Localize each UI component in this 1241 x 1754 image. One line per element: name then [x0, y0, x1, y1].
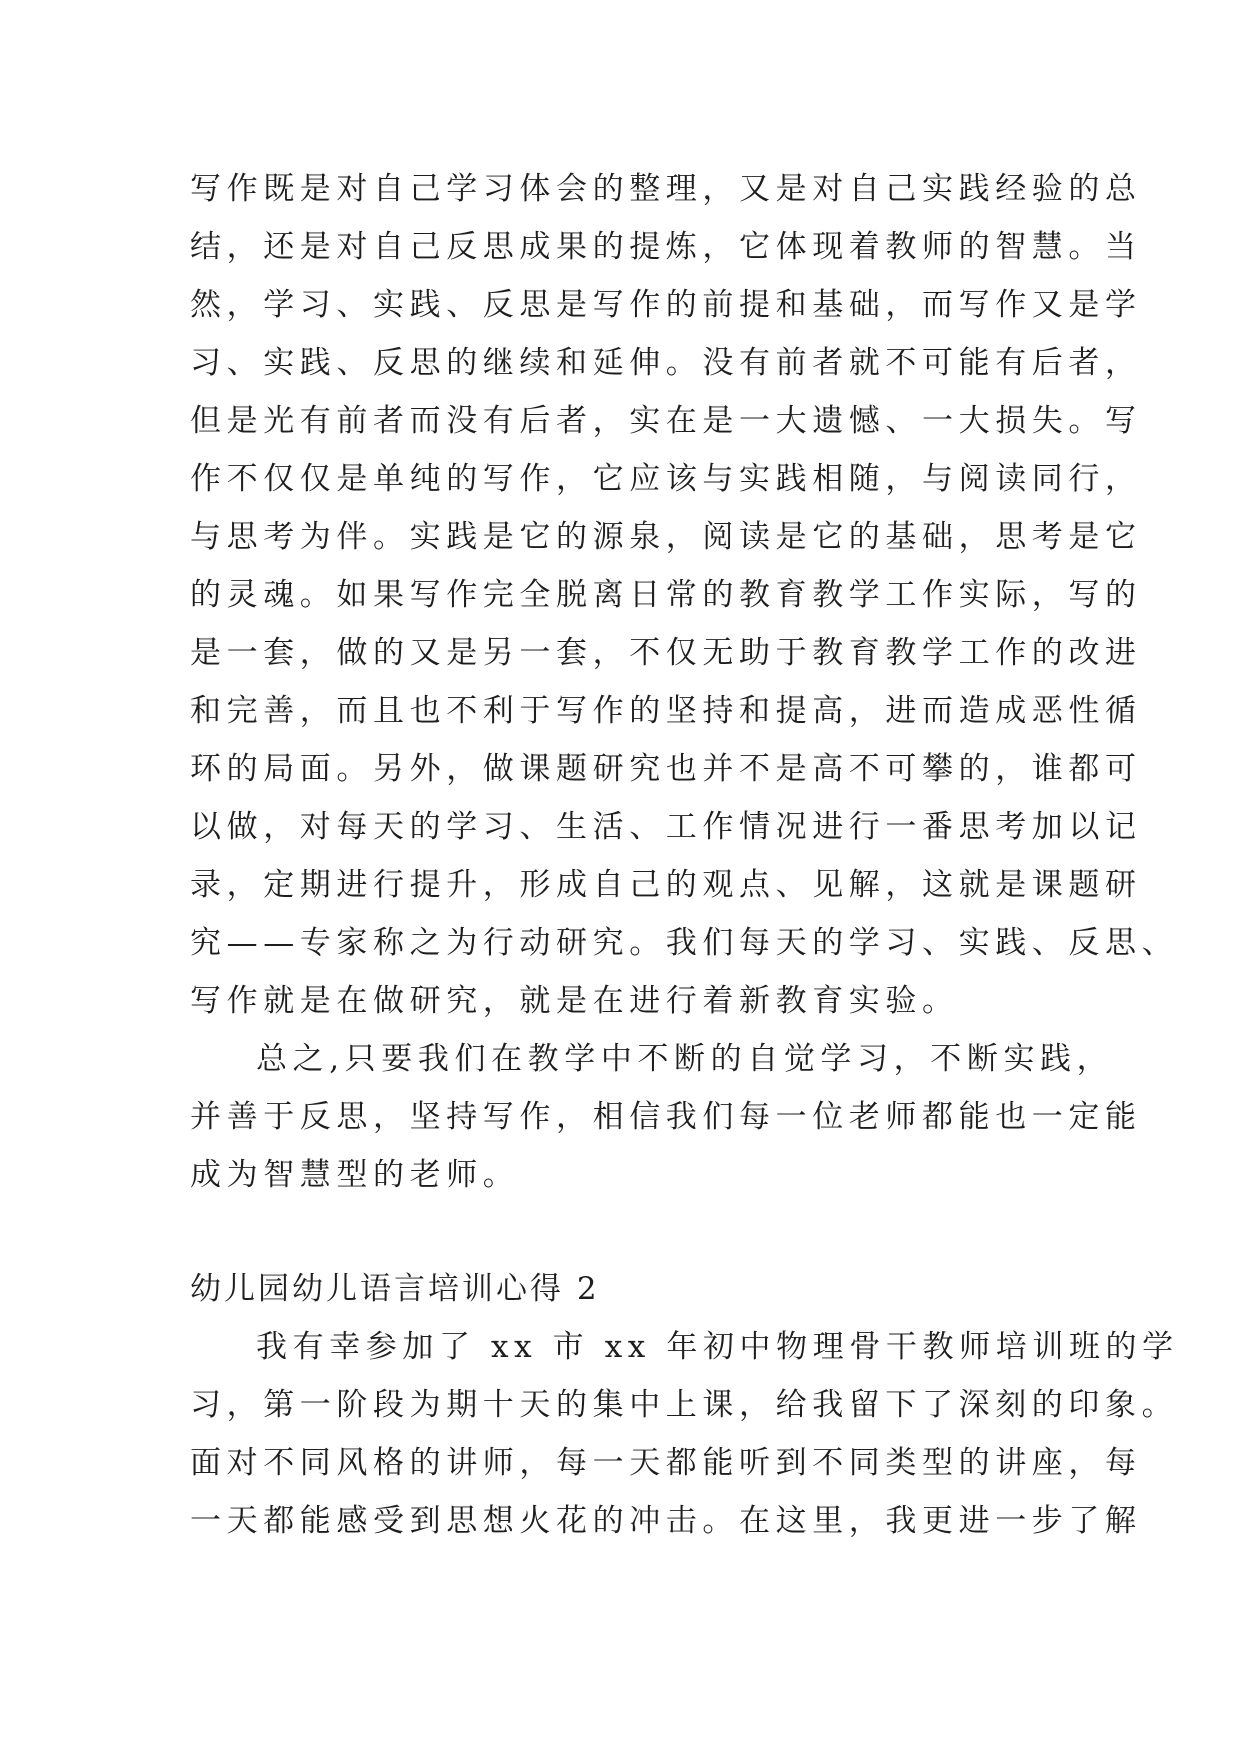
- paragraph-line: 然，学习、实践、反思是写作的前提和基础，而写作又是学: [190, 287, 1142, 323]
- paragraph-line: 的灵魂。如果写作完全脱离日常的教育教学工作实际，写的: [190, 577, 1142, 613]
- paragraph-line: 环的局面。另外，做课题研究也并不是高不可攀的，谁都可: [190, 751, 1142, 787]
- paragraph-line: 并善于反思，坚持写作，相信我们每一位老师都能也一定能: [190, 1099, 1142, 1135]
- paragraph-line: 习、实践、反思的继续和延伸。没有前者就不可能有后者，: [190, 345, 1142, 381]
- paragraph-line: 总之,只要我们在教学中不断的自觉学习，不断实践，: [256, 1041, 1114, 1077]
- paragraph-line: 成为智慧型的老师。: [190, 1157, 520, 1193]
- paragraph-line: 面对不同风格的讲师，每一天都能听到不同类型的讲座，每: [190, 1445, 1142, 1481]
- paragraph-line: 一天都能感受到思想火花的冲击。在这里，我更进一步了解: [190, 1503, 1142, 1539]
- paragraph-line: 结，还是对自己反思成果的提炼，它体现着教师的智慧。当: [190, 229, 1142, 265]
- paragraph-line: 但是光有前者而没有后者，实在是一大遗憾、一大损失。写: [190, 403, 1142, 439]
- section-heading: 幼儿园幼儿语言培训心得 2: [190, 1271, 600, 1307]
- paragraph-line: 写作既是对自己学习体会的整理，又是对自己实践经验的总: [190, 171, 1142, 207]
- paragraph-line: 究——专家称之为行动研究。我们每天的学习、实践、反思、: [190, 925, 1179, 961]
- paragraph-line: 以做，对每天的学习、生活、工作情况进行一番思考加以记: [190, 809, 1142, 845]
- paragraph-line: 作不仅仅是单纯的写作，它应该与实践相随，与阅读同行，: [190, 461, 1142, 497]
- paragraph-line: 和完善，而且也不利于写作的坚持和提高，进而造成恶性循: [190, 693, 1142, 729]
- paragraph-line: 是一套，做的又是另一套，不仅无助于教育教学工作的改进: [190, 635, 1142, 671]
- paragraph-line: 写作就是在做研究，就是在进行着新教育实验。: [190, 983, 959, 1019]
- paragraph-line: 习，第一阶段为期十天的集中上课，给我留下了深刻的印象。: [190, 1387, 1179, 1423]
- paragraph-line: 我有幸参加了 xx 市 xx 年初中物理骨干教师培训班的学: [256, 1329, 1179, 1365]
- paragraph-line: 录，定期进行提升，形成自己的观点、见解，这就是课题研: [190, 867, 1142, 903]
- paragraph-line: 与思考为伴。实践是它的源泉，阅读是它的基础，思考是它: [190, 519, 1142, 555]
